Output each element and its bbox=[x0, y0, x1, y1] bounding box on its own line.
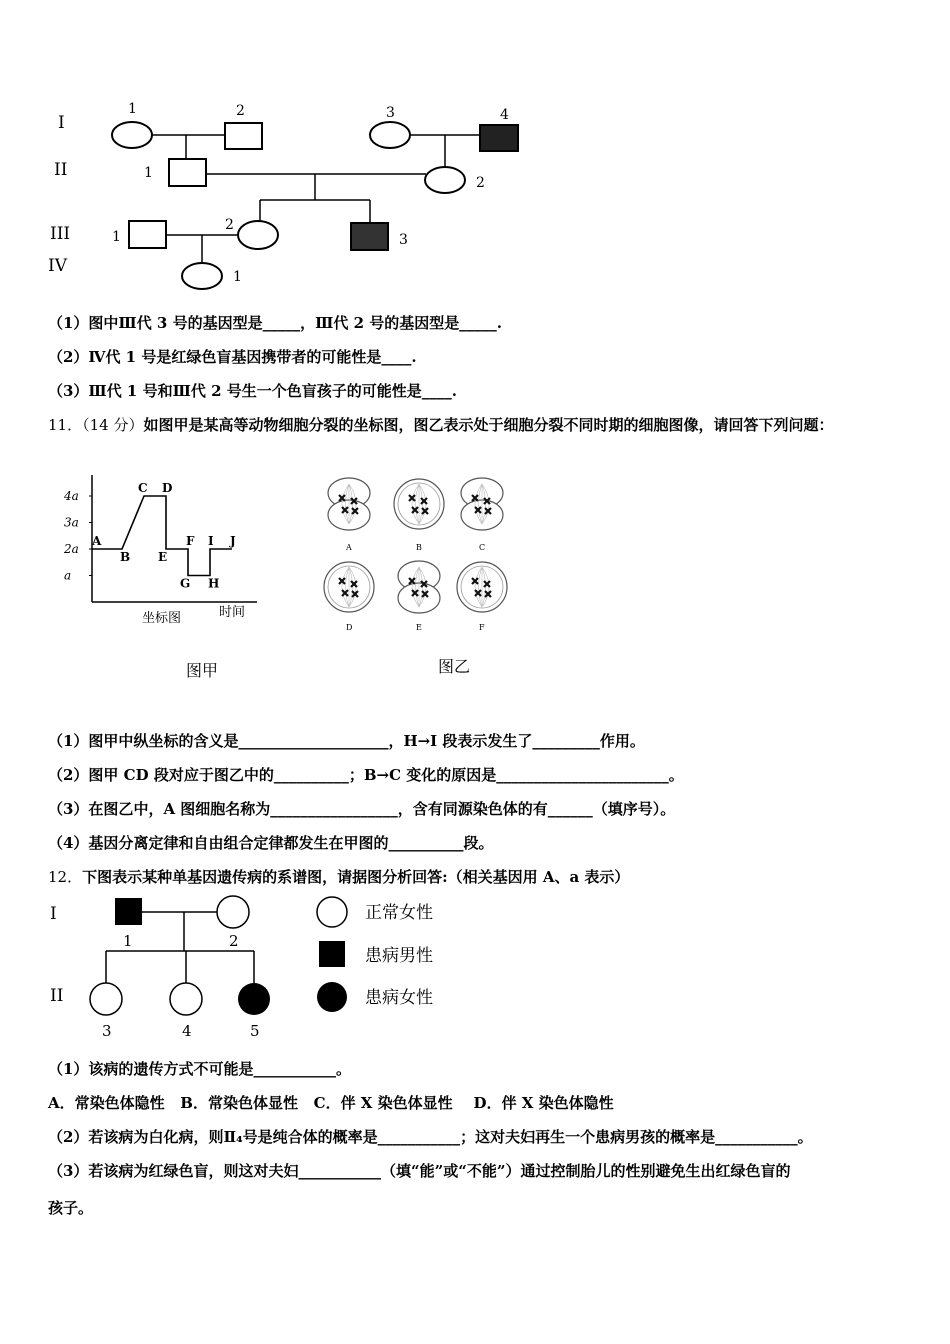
iii2-female bbox=[238, 221, 278, 249]
q12-i1-number: 1 bbox=[123, 932, 133, 950]
q11-stem bbox=[48, 414, 833, 435]
legend-affected-female: 患病女性 bbox=[365, 988, 433, 1008]
i1-female bbox=[112, 122, 152, 148]
q12-stem bbox=[48, 866, 629, 887]
cell-label-C: C bbox=[479, 543, 486, 552]
q12-ii4-number: 4 bbox=[182, 1022, 192, 1040]
pedigree-q10 bbox=[40, 95, 560, 305]
cell-image-B bbox=[394, 479, 444, 529]
q11-text: 如图甲是某高等动物细胞分裂的坐标图，图乙表示处于细胞分裂不同时期的细胞图像，请回答下列问题： bbox=[143, 416, 834, 434]
i4-affected-male bbox=[480, 125, 518, 151]
chart-xlabel: 时间 bbox=[219, 605, 246, 620]
q11-score: （14 分） bbox=[82, 416, 144, 434]
fig-yi-caption: 图乙 bbox=[438, 657, 471, 676]
q12-sub2: （2）若该病为白化病，则Ⅱ₄号是纯合体的概率是___________；这对夫妇再生一个患病男孩的概率是___________。 bbox=[48, 1128, 813, 1146]
pedigree-lines bbox=[152, 135, 480, 263]
cell-image-D bbox=[324, 562, 374, 612]
i1-number: 1 bbox=[128, 101, 137, 117]
q12-ii3-normal-female bbox=[90, 983, 122, 1015]
point-label-H: H bbox=[208, 576, 220, 591]
q12-i2-number: 2 bbox=[229, 932, 239, 950]
cell-label-B: B bbox=[416, 543, 422, 552]
cell-division-images bbox=[322, 472, 522, 634]
point-label-G: G bbox=[180, 576, 191, 591]
i3-number: 3 bbox=[386, 105, 395, 121]
cell-image-C bbox=[461, 478, 503, 530]
ii2-female bbox=[425, 167, 465, 193]
y-tick-label: 4a bbox=[64, 489, 79, 503]
cell-image-E bbox=[398, 561, 440, 613]
q12-ii4-normal-female bbox=[170, 983, 202, 1015]
pedigree-q12 bbox=[40, 893, 480, 1043]
q12-number: 12． bbox=[48, 868, 83, 886]
generation-label-IV: IV bbox=[48, 256, 67, 276]
iii1-male bbox=[129, 221, 166, 248]
cell-image-A bbox=[328, 478, 370, 530]
legend-normal-female: 正常女性 bbox=[365, 903, 433, 923]
point-label-B: B bbox=[120, 550, 131, 564]
legend-affected-male-icon bbox=[319, 941, 345, 967]
generation-label-I: I bbox=[58, 113, 65, 133]
legend-normal-female-icon bbox=[317, 897, 347, 927]
q11-sub1: （1）图甲中纵坐标的含义是____________________，H→I 段表示发生了_________作用。 bbox=[48, 732, 645, 750]
iii2-number: 2 bbox=[225, 217, 234, 233]
coordinate-chart bbox=[62, 470, 262, 630]
q12-ii5-number: 5 bbox=[250, 1022, 260, 1040]
i4-number: 4 bbox=[500, 107, 509, 123]
y-tick-label: a bbox=[64, 568, 72, 583]
q12-i2-normal-female bbox=[217, 896, 249, 928]
point-label-D: D bbox=[162, 481, 173, 495]
q11-sub3: （3）在图乙中，A 图细胞名称为_________________，含有同源染色体的有______（填序号）。 bbox=[48, 800, 676, 818]
point-label-A: A bbox=[92, 534, 102, 548]
iii3-affected-male bbox=[351, 223, 388, 250]
legend-affected-female-icon bbox=[317, 982, 347, 1012]
cell-label-D: D bbox=[346, 623, 353, 632]
iv1-number: 1 bbox=[233, 269, 242, 285]
q12-ii5-affected-female bbox=[238, 983, 270, 1015]
point-label-C: C bbox=[138, 481, 148, 495]
q12-ii3-number: 3 bbox=[102, 1022, 112, 1040]
q12-generation-II: II bbox=[50, 986, 64, 1006]
i2-male bbox=[225, 123, 262, 149]
fig-jia-caption: 图甲 bbox=[186, 661, 219, 680]
q12-sub1: （1）该病的遗传方式不可能是___________。 bbox=[48, 1060, 351, 1078]
q11-sub4: （4）基因分离定律和自由组合定律都发生在甲图的__________段。 bbox=[48, 834, 494, 852]
iii3-number: 3 bbox=[399, 232, 408, 248]
q12-options: A．常染色体隐性 B．常染色体显性 C．伴 X 染色体显性 D．伴 X 染色体隐性 bbox=[48, 1094, 614, 1112]
q12-text: 下图表示某种单基因遗传病的系谱图，请据图分析回答:（相关基因用 A、a 表示） bbox=[82, 868, 630, 886]
generation-label-II: II bbox=[54, 160, 68, 180]
point-label-I: I bbox=[208, 534, 214, 548]
ii1-number: 1 bbox=[144, 165, 153, 181]
q11-sub2: （2）图甲 CD 段对应于图乙中的__________；B→C 变化的原因是_______________________。 bbox=[48, 766, 684, 784]
point-label-E: E bbox=[158, 550, 168, 564]
q12-sub3-line2: 孩子。 bbox=[48, 1199, 94, 1217]
q12-generation-I: I bbox=[50, 904, 57, 924]
q12-i1-affected-male bbox=[115, 898, 142, 925]
ii1-male bbox=[169, 159, 206, 186]
y-tick-label: 2a bbox=[64, 542, 79, 556]
cell-image-F bbox=[457, 562, 507, 612]
point-label-F: F bbox=[186, 534, 195, 548]
q10-sub1: （1）图中Ⅲ代 3 号的基因型是_____，Ⅲ代 2 号的基因型是_____. bbox=[48, 314, 502, 332]
point-label-J: J bbox=[230, 534, 236, 548]
q10-sub2: （2）Ⅳ代 1 号是红绿色盲基因携带者的可能性是____. bbox=[48, 348, 417, 366]
generation-label-III: III bbox=[50, 224, 71, 244]
q10-sub3: （3）Ⅲ代 1 号和Ⅲ代 2 号生一个色盲孩子的可能性是____. bbox=[48, 382, 457, 400]
y-tick-label: 3a bbox=[64, 515, 79, 530]
chart-title: 坐标图 bbox=[142, 611, 182, 626]
cell-label-E: E bbox=[416, 623, 422, 632]
q11-number: 11． bbox=[48, 416, 83, 434]
cell-label-A: A bbox=[346, 543, 352, 552]
i3-female bbox=[370, 122, 410, 148]
legend-affected-male: 患病男性 bbox=[365, 946, 433, 966]
ii2-number: 2 bbox=[476, 175, 485, 191]
q12-sub3-line1: （3）若该病为红绿色盲，则这对夫妇___________（填“能”或“不能”）通过控制胎儿的性别避免生出红绿色盲的 bbox=[48, 1162, 791, 1180]
i2-number: 2 bbox=[236, 103, 245, 119]
iii1-number: 1 bbox=[112, 229, 121, 245]
iv1-female bbox=[182, 263, 222, 289]
cell-label-F: F bbox=[479, 623, 485, 632]
